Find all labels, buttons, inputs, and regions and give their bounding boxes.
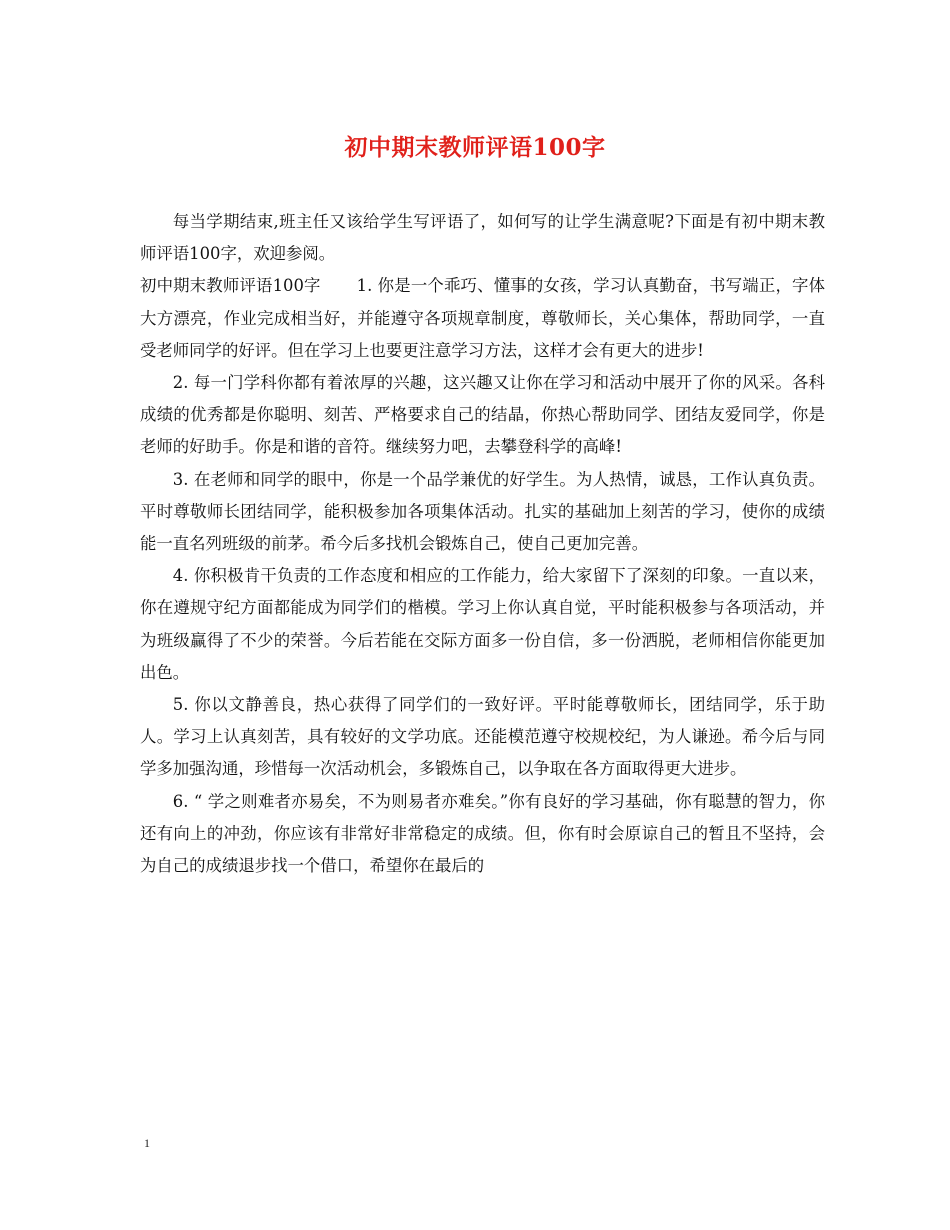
comment-paragraph-1 — [140, 270, 825, 367]
section-heading: 初中期末教师评语100字 — [140, 276, 321, 296]
comment-text-1: 1. 你是一个乖巧、懂事的女孩，学习认真勤奋，书写端正，字体大方漂亮，作业完成相当好，并能遵守各项规章制度，尊敬师长，关心集体，帮助同学，一直受老师同学的好评。但在学习上也要更注意学习方法，这样才会有更大的进步! — [140, 276, 825, 360]
document-body — [140, 206, 825, 882]
comment-paragraph-2: 2. 每一门学科你都有着浓厚的兴趣，这兴趣又让你在学习和活动中展开了你的风采。各科成绩的优秀都是你聪明、刻苦、严格要求自己的结晶，你热心帮助同学、团结友爱同学，你是老师的好助手。你是和谐的音符。继续努力吧，去攀登科学的高峰! — [140, 373, 825, 457]
comment-paragraph-5: 5. 你以文静善良，热心获得了同学们的一致好评。平时能尊敬师长，团结同学，乐于助人。学习上认真刻苦，具有较好的文学功底。还能模范遵守校规校纪，为人谦逊。希今后与同学多加强沟通，珍惜每一次活动机会，多锻炼自己，以争取在各方面取得更大进步。 — [140, 695, 825, 779]
page-number: 1 — [144, 1136, 150, 1150]
comment-paragraph-6: 6. “ 学之则难者亦易矣，不为则易者亦难矣。”你有良好的学习基础，你有聪慧的智力，你还有向上的冲劲，你应该有非常好非常稳定的成绩。但，你有时会原谅自己的暂且不坚持，会为自己的成绩退步找一个借口，希望你在最后的 — [140, 791, 825, 876]
comment-paragraph-4: 4. 你积极肯干负责的工作态度和相应的工作能力，给大家留下了深刻的印象。一直以来，你在遵规守纪方面都能成为同学们的楷模。学习上你认真自觉，平时能积极参与各项活动，并为班级赢得了不少的荣誉。今后若能在交际方面多一份自信，多一份洒脱，老师相信你能更加出色。 — [140, 566, 825, 682]
document-title: 初中期末教师评语100字 — [344, 134, 606, 161]
comment-paragraph-3: 3. 在老师和同学的眼中，你是一个品学兼优的好学生。为人热情，诚恳，工作认真负责。平时尊敬师长团结同学，能积极参加各项集体活动。扎实的基础加上刻苦的学习，使你的成绩能一直名列班级的前茅。希今后多找机会锻炼自己，使自己更加完善。 — [140, 469, 825, 554]
intro-paragraph: 每当学期结束,班主任又该给学生写评语了，如何写的让学生满意呢?下面是有初中期末教师评语100字，欢迎参阅。 — [140, 212, 825, 264]
